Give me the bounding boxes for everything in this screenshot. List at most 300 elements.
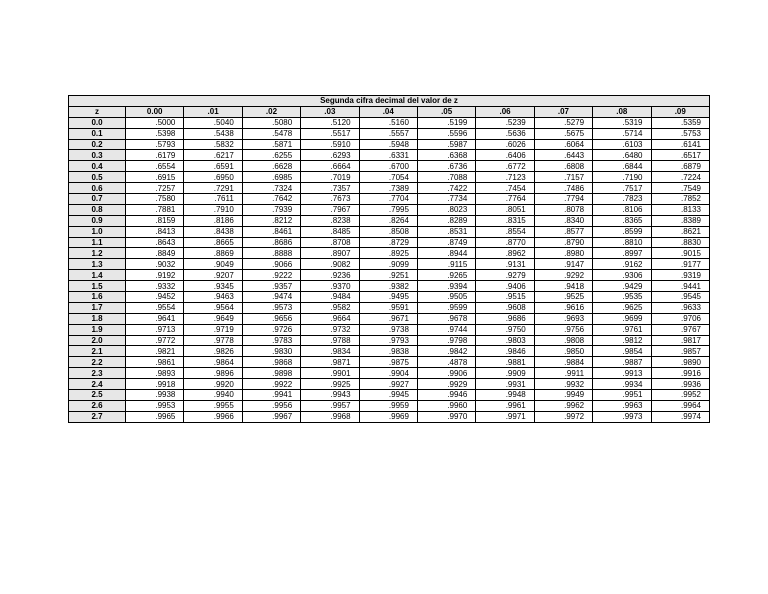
probability-cell: .7852 (651, 194, 710, 205)
probability-cell: .9850 (534, 346, 592, 357)
probability-cell: .5948 (359, 139, 417, 150)
probability-cell: .7224 (651, 172, 710, 183)
probability-cell: .9898 (242, 368, 300, 379)
column-header: 0.00 (126, 106, 184, 117)
probability-cell: .9962 (534, 400, 592, 411)
probability-cell: .9591 (359, 302, 417, 313)
probability-cell: .5557 (359, 128, 417, 139)
probability-cell: .9750 (476, 324, 534, 335)
column-header: .06 (476, 106, 534, 117)
probability-cell: .6217 (184, 150, 242, 161)
probability-cell: .9854 (593, 346, 651, 357)
z-value-cell: 1.5 (69, 281, 126, 292)
probability-cell: .9699 (593, 313, 651, 324)
probability-cell: .9505 (417, 292, 475, 303)
probability-cell: .9515 (476, 292, 534, 303)
probability-cell: .7580 (126, 194, 184, 205)
probability-cell: .9830 (242, 346, 300, 357)
probability-cell: .9713 (126, 324, 184, 335)
probability-cell: .7257 (126, 183, 184, 194)
probability-cell: .7939 (242, 204, 300, 215)
probability-cell: .7881 (126, 204, 184, 215)
probability-cell: .8159 (126, 215, 184, 226)
probability-cell: .7910 (184, 204, 242, 215)
probability-cell: .5987 (417, 139, 475, 150)
probability-cell: .9968 (301, 411, 359, 422)
probability-cell: .9964 (651, 400, 710, 411)
table-row (69, 390, 710, 401)
z-value-cell: 2.6 (69, 400, 126, 411)
probability-cell: .7291 (184, 183, 242, 194)
probability-cell: .9664 (301, 313, 359, 324)
table-row (69, 411, 710, 422)
probability-cell: .9633 (651, 302, 710, 313)
probability-cell: .9861 (126, 357, 184, 368)
probability-cell: .8888 (242, 248, 300, 259)
probability-cell: .9649 (184, 313, 242, 324)
probability-cell: .9884 (534, 357, 592, 368)
probability-cell: .6736 (417, 161, 475, 172)
probability-cell: .9918 (126, 379, 184, 390)
z-value-cell: 1.8 (69, 313, 126, 324)
probability-cell: .9934 (593, 379, 651, 390)
probability-cell: .9525 (534, 292, 592, 303)
table-row (69, 302, 710, 313)
z-value-cell: 1.2 (69, 248, 126, 259)
probability-cell: .9382 (359, 281, 417, 292)
probability-cell: .9474 (242, 292, 300, 303)
probability-cell: .9251 (359, 270, 417, 281)
probability-cell: .8051 (476, 204, 534, 215)
column-header: .09 (651, 106, 710, 117)
probability-cell: .6064 (534, 139, 592, 150)
z-value-cell: 1.9 (69, 324, 126, 335)
probability-cell: .5080 (242, 117, 300, 128)
probability-cell: .8186 (184, 215, 242, 226)
z-value-cell: 1.6 (69, 292, 126, 303)
probability-cell: .6950 (184, 172, 242, 183)
probability-cell: .8810 (593, 237, 651, 248)
probability-cell: .5753 (651, 128, 710, 139)
probability-cell: .7357 (301, 183, 359, 194)
probability-cell: .5675 (534, 128, 592, 139)
probability-cell: .8365 (593, 215, 651, 226)
probability-cell: .9932 (534, 379, 592, 390)
probability-cell: .7823 (593, 194, 651, 205)
probability-cell: .8665 (184, 237, 242, 248)
table-row (69, 346, 710, 357)
probability-cell: .9394 (417, 281, 475, 292)
probability-cell: .7995 (359, 204, 417, 215)
probability-cell: .8106 (593, 204, 651, 215)
z-value-cell: 1.4 (69, 270, 126, 281)
probability-cell: .9306 (593, 270, 651, 281)
probability-cell: .9973 (593, 411, 651, 422)
table-row (69, 259, 710, 270)
probability-cell: .7486 (534, 183, 592, 194)
probability-cell: .5910 (301, 139, 359, 150)
table-row (69, 183, 710, 194)
z-value-cell: 0.2 (69, 139, 126, 150)
table-row (69, 335, 710, 346)
column-header: .01 (184, 106, 242, 117)
probability-cell: .9357 (242, 281, 300, 292)
table-row (69, 215, 710, 226)
probability-cell: .9599 (417, 302, 475, 313)
probability-cell: .5793 (126, 139, 184, 150)
probability-cell: .9916 (651, 368, 710, 379)
z-value-cell: 0.9 (69, 215, 126, 226)
probability-cell: .9706 (651, 313, 710, 324)
probability-cell: .6772 (476, 161, 534, 172)
probability-cell: .9949 (534, 390, 592, 401)
table-row (69, 357, 710, 368)
z-value-cell: 0.3 (69, 150, 126, 161)
probability-cell: .6915 (126, 172, 184, 183)
probability-cell: .9911 (534, 368, 592, 379)
z-value-cell: 2.7 (69, 411, 126, 422)
probability-cell: .5832 (184, 139, 242, 150)
probability-cell: .9817 (651, 335, 710, 346)
probability-cell: .9834 (301, 346, 359, 357)
probability-cell: .6879 (651, 161, 710, 172)
z-value-cell: 2.2 (69, 357, 126, 368)
probability-cell: .9952 (651, 390, 710, 401)
probability-cell: .8980 (534, 248, 592, 259)
probability-cell: .9279 (476, 270, 534, 281)
probability-cell: .5160 (359, 117, 417, 128)
probability-cell: .8289 (417, 215, 475, 226)
probability-cell: .7734 (417, 194, 475, 205)
table-row (69, 237, 710, 248)
probability-cell: .8599 (593, 226, 651, 237)
probability-cell: .6554 (126, 161, 184, 172)
probability-cell: .9641 (126, 313, 184, 324)
probability-cell: .5040 (184, 117, 242, 128)
probability-cell: .9901 (301, 368, 359, 379)
probability-cell: .6255 (242, 150, 300, 161)
probability-cell: .5636 (476, 128, 534, 139)
z-value-cell: 0.0 (69, 117, 126, 128)
probability-cell: .9812 (593, 335, 651, 346)
z-value-cell: 2.0 (69, 335, 126, 346)
probability-cell: .7704 (359, 194, 417, 205)
table-row (69, 400, 710, 411)
probability-cell: .9951 (593, 390, 651, 401)
probability-cell: .7389 (359, 183, 417, 194)
probability-cell: .9956 (242, 400, 300, 411)
table-row (69, 324, 710, 335)
probability-cell: .5279 (534, 117, 592, 128)
title-row (69, 96, 710, 107)
probability-cell: .8508 (359, 226, 417, 237)
z-value-cell: 0.1 (69, 128, 126, 139)
probability-cell: .9961 (476, 400, 534, 411)
probability-cell: .9099 (359, 259, 417, 270)
probability-cell: .9808 (534, 335, 592, 346)
probability-cell: .9429 (593, 281, 651, 292)
probability-cell: .8686 (242, 237, 300, 248)
probability-cell: .8485 (301, 226, 359, 237)
probability-cell: .6179 (126, 150, 184, 161)
probability-cell: .7454 (476, 183, 534, 194)
probability-cell: .8461 (242, 226, 300, 237)
probability-cell: .8438 (184, 226, 242, 237)
probability-cell: .9192 (126, 270, 184, 281)
probability-cell: .9798 (417, 335, 475, 346)
z-value-cell: 2.5 (69, 390, 126, 401)
probability-cell: .9207 (184, 270, 242, 281)
probability-cell: .9732 (301, 324, 359, 335)
probability-cell: .9535 (593, 292, 651, 303)
probability-cell: .8790 (534, 237, 592, 248)
probability-cell: .9972 (534, 411, 592, 422)
probability-cell: .9887 (593, 357, 651, 368)
probability-cell: .9846 (476, 346, 534, 357)
probability-cell: .6103 (593, 139, 651, 150)
table-row (69, 226, 710, 237)
probability-cell: .8264 (359, 215, 417, 226)
table-title: Segunda cifra decimal del valor de z (69, 96, 710, 107)
probability-cell: .5714 (593, 128, 651, 139)
probability-cell: .9974 (651, 411, 710, 422)
probability-cell: .7123 (476, 172, 534, 183)
probability-cell: .9925 (301, 379, 359, 390)
probability-cell: .8925 (359, 248, 417, 259)
probability-cell: .9938 (126, 390, 184, 401)
probability-cell: .7642 (242, 194, 300, 205)
probability-cell: .9032 (126, 259, 184, 270)
table-row (69, 139, 710, 150)
z-value-cell: 2.3 (69, 368, 126, 379)
probability-cell: .9970 (417, 411, 475, 422)
probability-cell: .9826 (184, 346, 242, 357)
probability-cell: .9881 (476, 357, 534, 368)
probability-cell: .9890 (651, 357, 710, 368)
probability-cell: .9744 (417, 324, 475, 335)
probability-cell: .6406 (476, 150, 534, 161)
probability-cell: .8413 (126, 226, 184, 237)
probability-cell: .9345 (184, 281, 242, 292)
probability-cell: .9015 (651, 248, 710, 259)
probability-cell: .9909 (476, 368, 534, 379)
probability-cell: .9922 (242, 379, 300, 390)
probability-cell: .9929 (417, 379, 475, 390)
probability-cell: .5596 (417, 128, 475, 139)
probability-cell: .8078 (534, 204, 592, 215)
probability-cell: .9940 (184, 390, 242, 401)
probability-cell: .9554 (126, 302, 184, 313)
table-row (69, 313, 710, 324)
probability-cell: .8944 (417, 248, 475, 259)
probability-cell: .7517 (593, 183, 651, 194)
probability-cell: .8554 (476, 226, 534, 237)
z-value-cell: 0.4 (69, 161, 126, 172)
probability-cell: .7967 (301, 204, 359, 215)
probability-cell: .9162 (593, 259, 651, 270)
probability-cell: .6293 (301, 150, 359, 161)
probability-cell: .5239 (476, 117, 534, 128)
probability-cell: .9066 (242, 259, 300, 270)
probability-cell: .9868 (242, 357, 300, 368)
probability-cell: .8997 (593, 248, 651, 259)
probability-cell: .8389 (651, 215, 710, 226)
probability-cell: .9545 (651, 292, 710, 303)
probability-cell: .9693 (534, 313, 592, 324)
probability-cell: .9857 (651, 346, 710, 357)
probability-cell: .9871 (301, 357, 359, 368)
probability-cell: .7764 (476, 194, 534, 205)
probability-cell: .6331 (359, 150, 417, 161)
probability-cell: .9875 (359, 357, 417, 368)
probability-cell: .9147 (534, 259, 592, 270)
probability-cell: .9671 (359, 313, 417, 324)
probability-cell: .6480 (593, 150, 651, 161)
probability-cell: .9319 (651, 270, 710, 281)
probability-cell: .6591 (184, 161, 242, 172)
probability-cell: .8643 (126, 237, 184, 248)
probability-cell: .9927 (359, 379, 417, 390)
probability-cell: .8212 (242, 215, 300, 226)
probability-cell: .9788 (301, 335, 359, 346)
probability-cell: .7549 (651, 183, 710, 194)
probability-cell: .9783 (242, 335, 300, 346)
probability-cell: .6985 (242, 172, 300, 183)
probability-cell: .8962 (476, 248, 534, 259)
z-value-cell: 0.5 (69, 172, 126, 183)
probability-cell: .9115 (417, 259, 475, 270)
column-header: .07 (534, 106, 592, 117)
probability-cell: .7157 (534, 172, 592, 183)
probability-cell: .9966 (184, 411, 242, 422)
probability-cell: .8531 (417, 226, 475, 237)
probability-cell: .9332 (126, 281, 184, 292)
header-row (69, 106, 710, 117)
z-value-cell: 2.1 (69, 346, 126, 357)
probability-cell: .9564 (184, 302, 242, 313)
probability-cell: .5438 (184, 128, 242, 139)
probability-cell: .9906 (417, 368, 475, 379)
probability-cell: .8869 (184, 248, 242, 259)
probability-cell: .5319 (593, 117, 651, 128)
probability-cell: .9941 (242, 390, 300, 401)
probability-cell: .9573 (242, 302, 300, 313)
z-value-cell: 1.0 (69, 226, 126, 237)
probability-cell: .9838 (359, 346, 417, 357)
probability-cell: .9756 (534, 324, 592, 335)
probability-cell: .9608 (476, 302, 534, 313)
probability-cell: .9370 (301, 281, 359, 292)
probability-cell: .6368 (417, 150, 475, 161)
probability-cell: .9904 (359, 368, 417, 379)
column-header: .05 (417, 106, 475, 117)
probability-cell: .9761 (593, 324, 651, 335)
table-row (69, 379, 710, 390)
probability-cell: .7611 (184, 194, 242, 205)
probability-cell: .8770 (476, 237, 534, 248)
probability-cell: .9463 (184, 292, 242, 303)
probability-cell: .5871 (242, 139, 300, 150)
column-header: .08 (593, 106, 651, 117)
z-value-cell: 0.6 (69, 183, 126, 194)
probability-cell: .6628 (242, 161, 300, 172)
probability-cell: .7673 (301, 194, 359, 205)
probability-cell: .9236 (301, 270, 359, 281)
probability-cell: .7190 (593, 172, 651, 183)
probability-cell: .9778 (184, 335, 242, 346)
probability-cell: .9767 (651, 324, 710, 335)
table-row (69, 368, 710, 379)
column-header: .04 (359, 106, 417, 117)
probability-cell: .7422 (417, 183, 475, 194)
probability-cell: .8238 (301, 215, 359, 226)
probability-cell: .8830 (651, 237, 710, 248)
probability-cell: .8907 (301, 248, 359, 259)
probability-cell: .9049 (184, 259, 242, 270)
probability-cell: .9406 (476, 281, 534, 292)
probability-cell: .8621 (651, 226, 710, 237)
z-value-cell: 1.3 (69, 259, 126, 270)
probability-cell: .8340 (534, 215, 592, 226)
probability-cell: .9772 (126, 335, 184, 346)
probability-cell: .7088 (417, 172, 475, 183)
probability-cell: .8849 (126, 248, 184, 259)
probability-cell: .9955 (184, 400, 242, 411)
table-row (69, 172, 710, 183)
probability-cell: .9821 (126, 346, 184, 357)
probability-cell: .8729 (359, 237, 417, 248)
probability-cell: .9803 (476, 335, 534, 346)
probability-cell: .5000 (126, 117, 184, 128)
probability-cell: .9913 (593, 368, 651, 379)
probability-cell: .9177 (651, 259, 710, 270)
probability-cell: .9967 (242, 411, 300, 422)
probability-cell: .9842 (417, 346, 475, 357)
probability-cell: .9896 (184, 368, 242, 379)
probability-cell: .9936 (651, 379, 710, 390)
probability-cell: .9616 (534, 302, 592, 313)
probability-cell: .6026 (476, 139, 534, 150)
z-value-cell: 1.1 (69, 237, 126, 248)
probability-cell: .9131 (476, 259, 534, 270)
probability-cell: .6517 (651, 150, 710, 161)
table-row (69, 292, 710, 303)
probability-cell: .9971 (476, 411, 534, 422)
probability-cell: .9452 (126, 292, 184, 303)
probability-cell: .9082 (301, 259, 359, 270)
probability-cell: .9864 (184, 357, 242, 368)
probability-cell: .9222 (242, 270, 300, 281)
column-header: .03 (301, 106, 359, 117)
table-row (69, 128, 710, 139)
probability-cell: .7054 (359, 172, 417, 183)
table-row (69, 248, 710, 259)
probability-cell: .8023 (417, 204, 475, 215)
z-value-cell: 0.7 (69, 194, 126, 205)
probability-cell: .9960 (417, 400, 475, 411)
table-row (69, 270, 710, 281)
z-value-cell: 0.8 (69, 204, 126, 215)
probability-cell: .9726 (242, 324, 300, 335)
probability-cell: .7324 (242, 183, 300, 194)
probability-cell: .9719 (184, 324, 242, 335)
probability-cell: .7019 (301, 172, 359, 183)
probability-cell: .9969 (359, 411, 417, 422)
probability-cell: .8577 (534, 226, 592, 237)
table-row (69, 150, 710, 161)
probability-cell: .9945 (359, 390, 417, 401)
probability-cell: .9793 (359, 335, 417, 346)
